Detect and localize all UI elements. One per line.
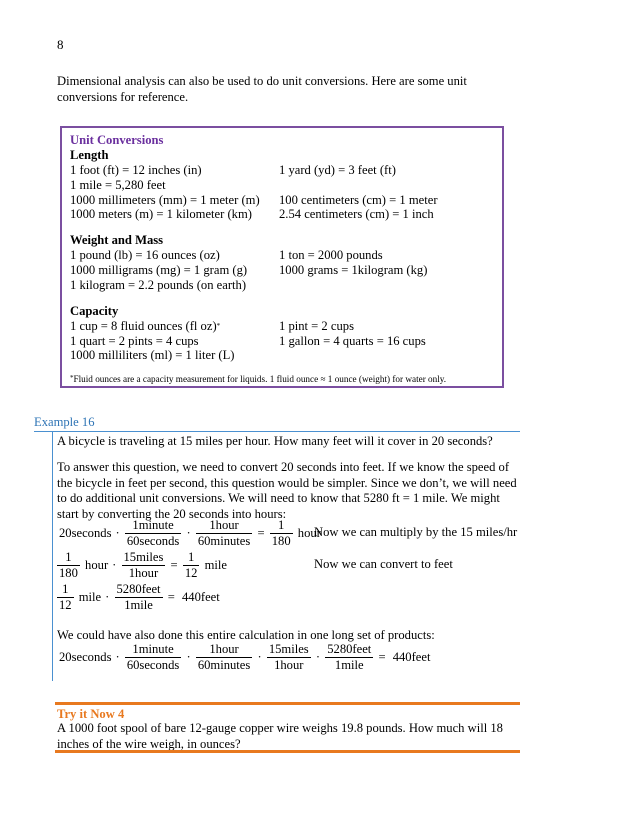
- length-row: 1 mile = 5,280 feet: [70, 178, 166, 192]
- equation-2: $\frac{1}{180}$ hour · $\frac{\text{15miles}}{\text{1hour}}$ = $\frac{1}{12}$ mile: [59, 550, 227, 580]
- footnote: *Fluid ounces are a capacity measurement for liquids. 1 fluid ounce ≈ 1 ounce (weight) for water only.: [70, 374, 447, 384]
- page-number: 8: [57, 37, 64, 52]
- weight-heading: Weight and Mass: [70, 233, 164, 247]
- length-row: 1000 meters (m) = 1 kilometer (km) 2.54 centimeters (cm) = 1 inch: [70, 207, 434, 221]
- example-rule: [34, 431, 520, 432]
- equation-1-note: Now we can multiply by the 15 miles/hr: [314, 525, 518, 539]
- capacity-row: 1 cup = 8 fluid ounces (fl oz)* 1 pint = 2 cups: [70, 319, 354, 333]
- weight-row: 1 pound (lb) = 16 ounces (oz) 1 ton = 2000 pounds: [70, 248, 383, 262]
- capacity-row: 1000 milliliters (ml) = 1 liter (L): [70, 348, 235, 362]
- try-it-label: Try it Now 4: [57, 707, 125, 721]
- try-it-top-rule: [55, 702, 520, 705]
- example-label: Example 16: [34, 415, 95, 429]
- example-question: A bicycle is traveling at 15 miles per hour. How many feet will it cover in 20 seconds?: [57, 434, 493, 448]
- example-sidebar-rule: [52, 431, 53, 681]
- capacity-row: 1 quart = 2 pints = 4 cups 1 gallon = 4 quarts = 16 cups: [70, 334, 426, 348]
- equation-2-note: Now we can convert to feet: [314, 557, 453, 571]
- also-sentence: We could have also done this entire calculation in one long set of products:: [57, 628, 435, 642]
- intro-paragraph: Dimensional analysis can also be used to do unit conversions. Here are some unit conversions for reference.: [57, 74, 467, 104]
- length-row: 1000 millimeters (mm) = 1 meter (m) 100 centimeters (cm) = 1 meter: [70, 193, 438, 207]
- unit-box-title: Unit Conversions: [70, 133, 164, 147]
- equation-3: $\frac{1}{12}$ mile · $\frac{\text{5280feet}}{\text{1mile}}$ = 440feet: [59, 582, 220, 612]
- equation-1: 20seconds · $\frac{\text{1minute}}{\text{60seconds}}$ · $\frac{\text{1hour}}{\text{60minutes}}$ = $\frac{1}{180}$ hour: [59, 518, 321, 548]
- capacity-heading: Capacity: [70, 304, 119, 318]
- length-row: 1 foot (ft) = 12 inches (in) 1 yard (yd) = 3 feet (ft): [70, 163, 396, 177]
- example-paragraph: To answer this question, we need to convert 20 seconds into feet. If we know the speed of the bicycle in feet per second, this question would be simpler. Since we don’t, we will need to do additional unit conversions. We will need to know that 5280 ft = 1 mile. We might start by converting the 20 seconds into hours:: [57, 460, 517, 521]
- equation-4: 20seconds · $\frac{\text{1minute}}{\text{60seconds}}$ · $\frac{\text{1hour}}{\text{60minutes}}$ · $\frac{\text{15miles}}{\text{1hour}}$ · $\frac{\text{5280feet}}{\text{1mile}}$ = 440feet: [59, 642, 431, 672]
- unit-conversions-box: [60, 126, 504, 388]
- weight-row: 1000 milligrams (mg) = 1 gram (g) 1000 grams = 1kilogram (kg): [70, 263, 428, 277]
- try-it-bottom-rule: [55, 750, 520, 753]
- weight-row: 1 kilogram = 2.2 pounds (on earth): [70, 278, 247, 292]
- length-heading: Length: [70, 148, 109, 162]
- try-it-text: A 1000 foot spool of bare 12-gauge copper wire weighs 19.8 pounds. How much will 18 inches of the wire weigh, in ounces?: [57, 721, 503, 751]
